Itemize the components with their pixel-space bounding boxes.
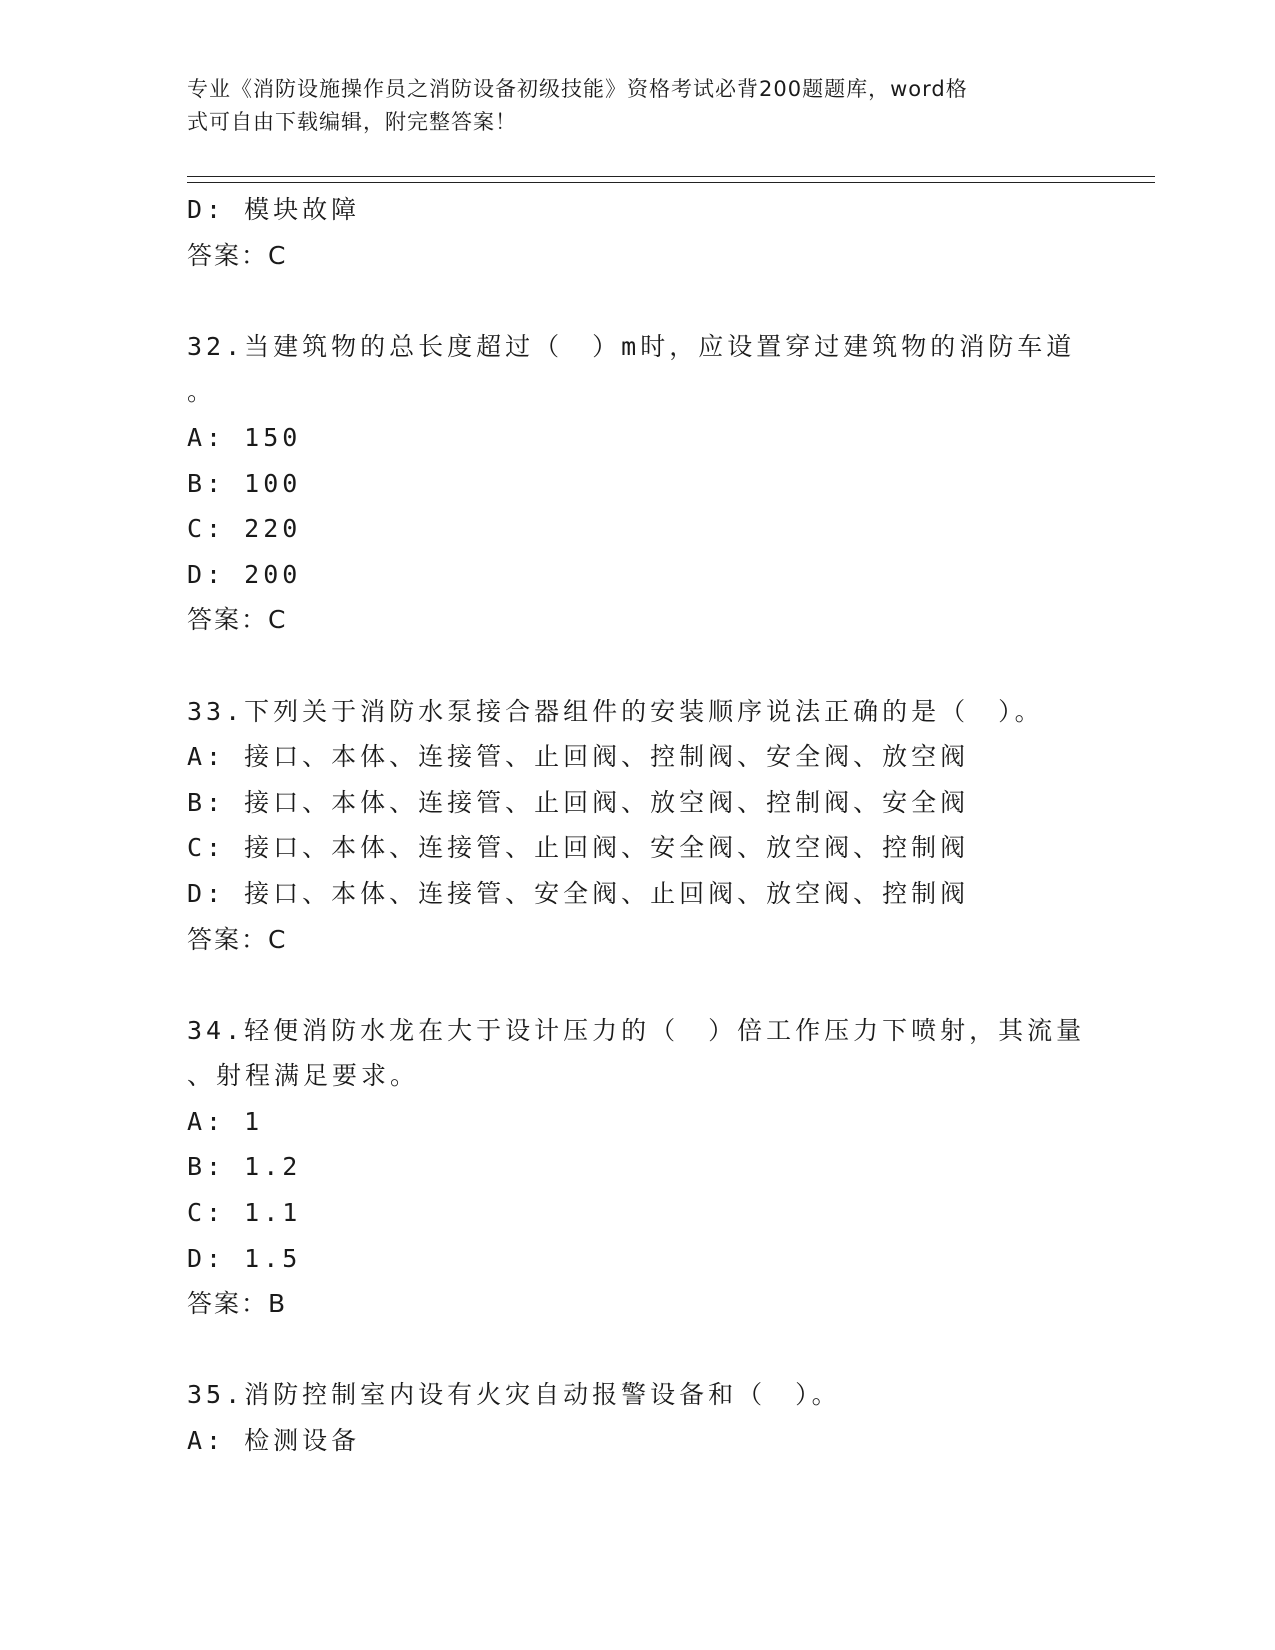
option-d: D: 模块故障 <box>187 195 361 224</box>
question-stem-continuation: 。 <box>187 377 217 407</box>
answer-line: 答案：C <box>187 605 288 635</box>
option-a: A: 150 <box>187 422 302 452</box>
question-list <box>187 187 1087 1464</box>
question-35 <box>187 1372 1087 1463</box>
option-c: C: 接口、本体、连接管、止回阀、安全阀、放空阀、控制阀 <box>187 833 970 863</box>
spacer <box>187 962 1087 1008</box>
answer-line: 答案：B <box>187 1289 288 1319</box>
question-33 <box>187 689 1087 963</box>
header-line-1: 专业《消防设施操作员之消防设备初级技能》资格考试必背200题题库，word格 <box>187 77 968 101</box>
document-header <box>187 73 1067 139</box>
question-stem-continuation: 、射程满足要求。 <box>187 1061 420 1091</box>
option-b: B: 接口、本体、连接管、止回阀、放空阀、控制阀、安全阀 <box>187 787 970 817</box>
spacer <box>187 278 1087 324</box>
option-a: A: 1 <box>187 1106 264 1136</box>
option-a: A: 检测设备 <box>187 1426 361 1456</box>
question-stem: 32.当建筑物的总长度超过（ ）m时，应设置穿过建筑物的消防车道 <box>187 331 1076 361</box>
header-divider-top <box>187 176 1155 177</box>
question-stem: 34.轻便消防水龙在大于设计压力的（ ）倍工作压力下喷射，其流量 <box>187 1015 1086 1045</box>
option-c: C: 1.1 <box>187 1198 302 1228</box>
header-line-2: 式可自由下载编辑，附完整答案！ <box>187 110 517 134</box>
option-a: A: 接口、本体、连接管、止回阀、控制阀、安全阀、放空阀 <box>187 742 970 772</box>
question-stem: 35.消防控制室内设有火灾自动报警设备和（ ）。 <box>187 1380 841 1410</box>
answer-line: 答案：C <box>187 924 288 954</box>
question-stem: 33.下列关于消防水泵接合器组件的安装顺序说法正确的是（ ）。 <box>187 696 1044 726</box>
option-c: C: 220 <box>187 514 302 544</box>
question-34 <box>187 1008 1087 1327</box>
question-32 <box>187 324 1087 643</box>
spacer <box>187 1327 1087 1373</box>
question-prev <box>187 187 1087 278</box>
option-d: D: 200 <box>187 559 302 589</box>
option-d: D: 接口、本体、连接管、安全阀、止回阀、放空阀、控制阀 <box>187 878 970 908</box>
option-d: D: 1.5 <box>187 1243 302 1273</box>
option-b: B: 100 <box>187 468 302 498</box>
spacer <box>187 643 1087 689</box>
header-divider-bottom <box>187 182 1155 183</box>
option-b: B: 1.2 <box>187 1152 302 1182</box>
answer-line: 答案：C <box>187 240 288 270</box>
